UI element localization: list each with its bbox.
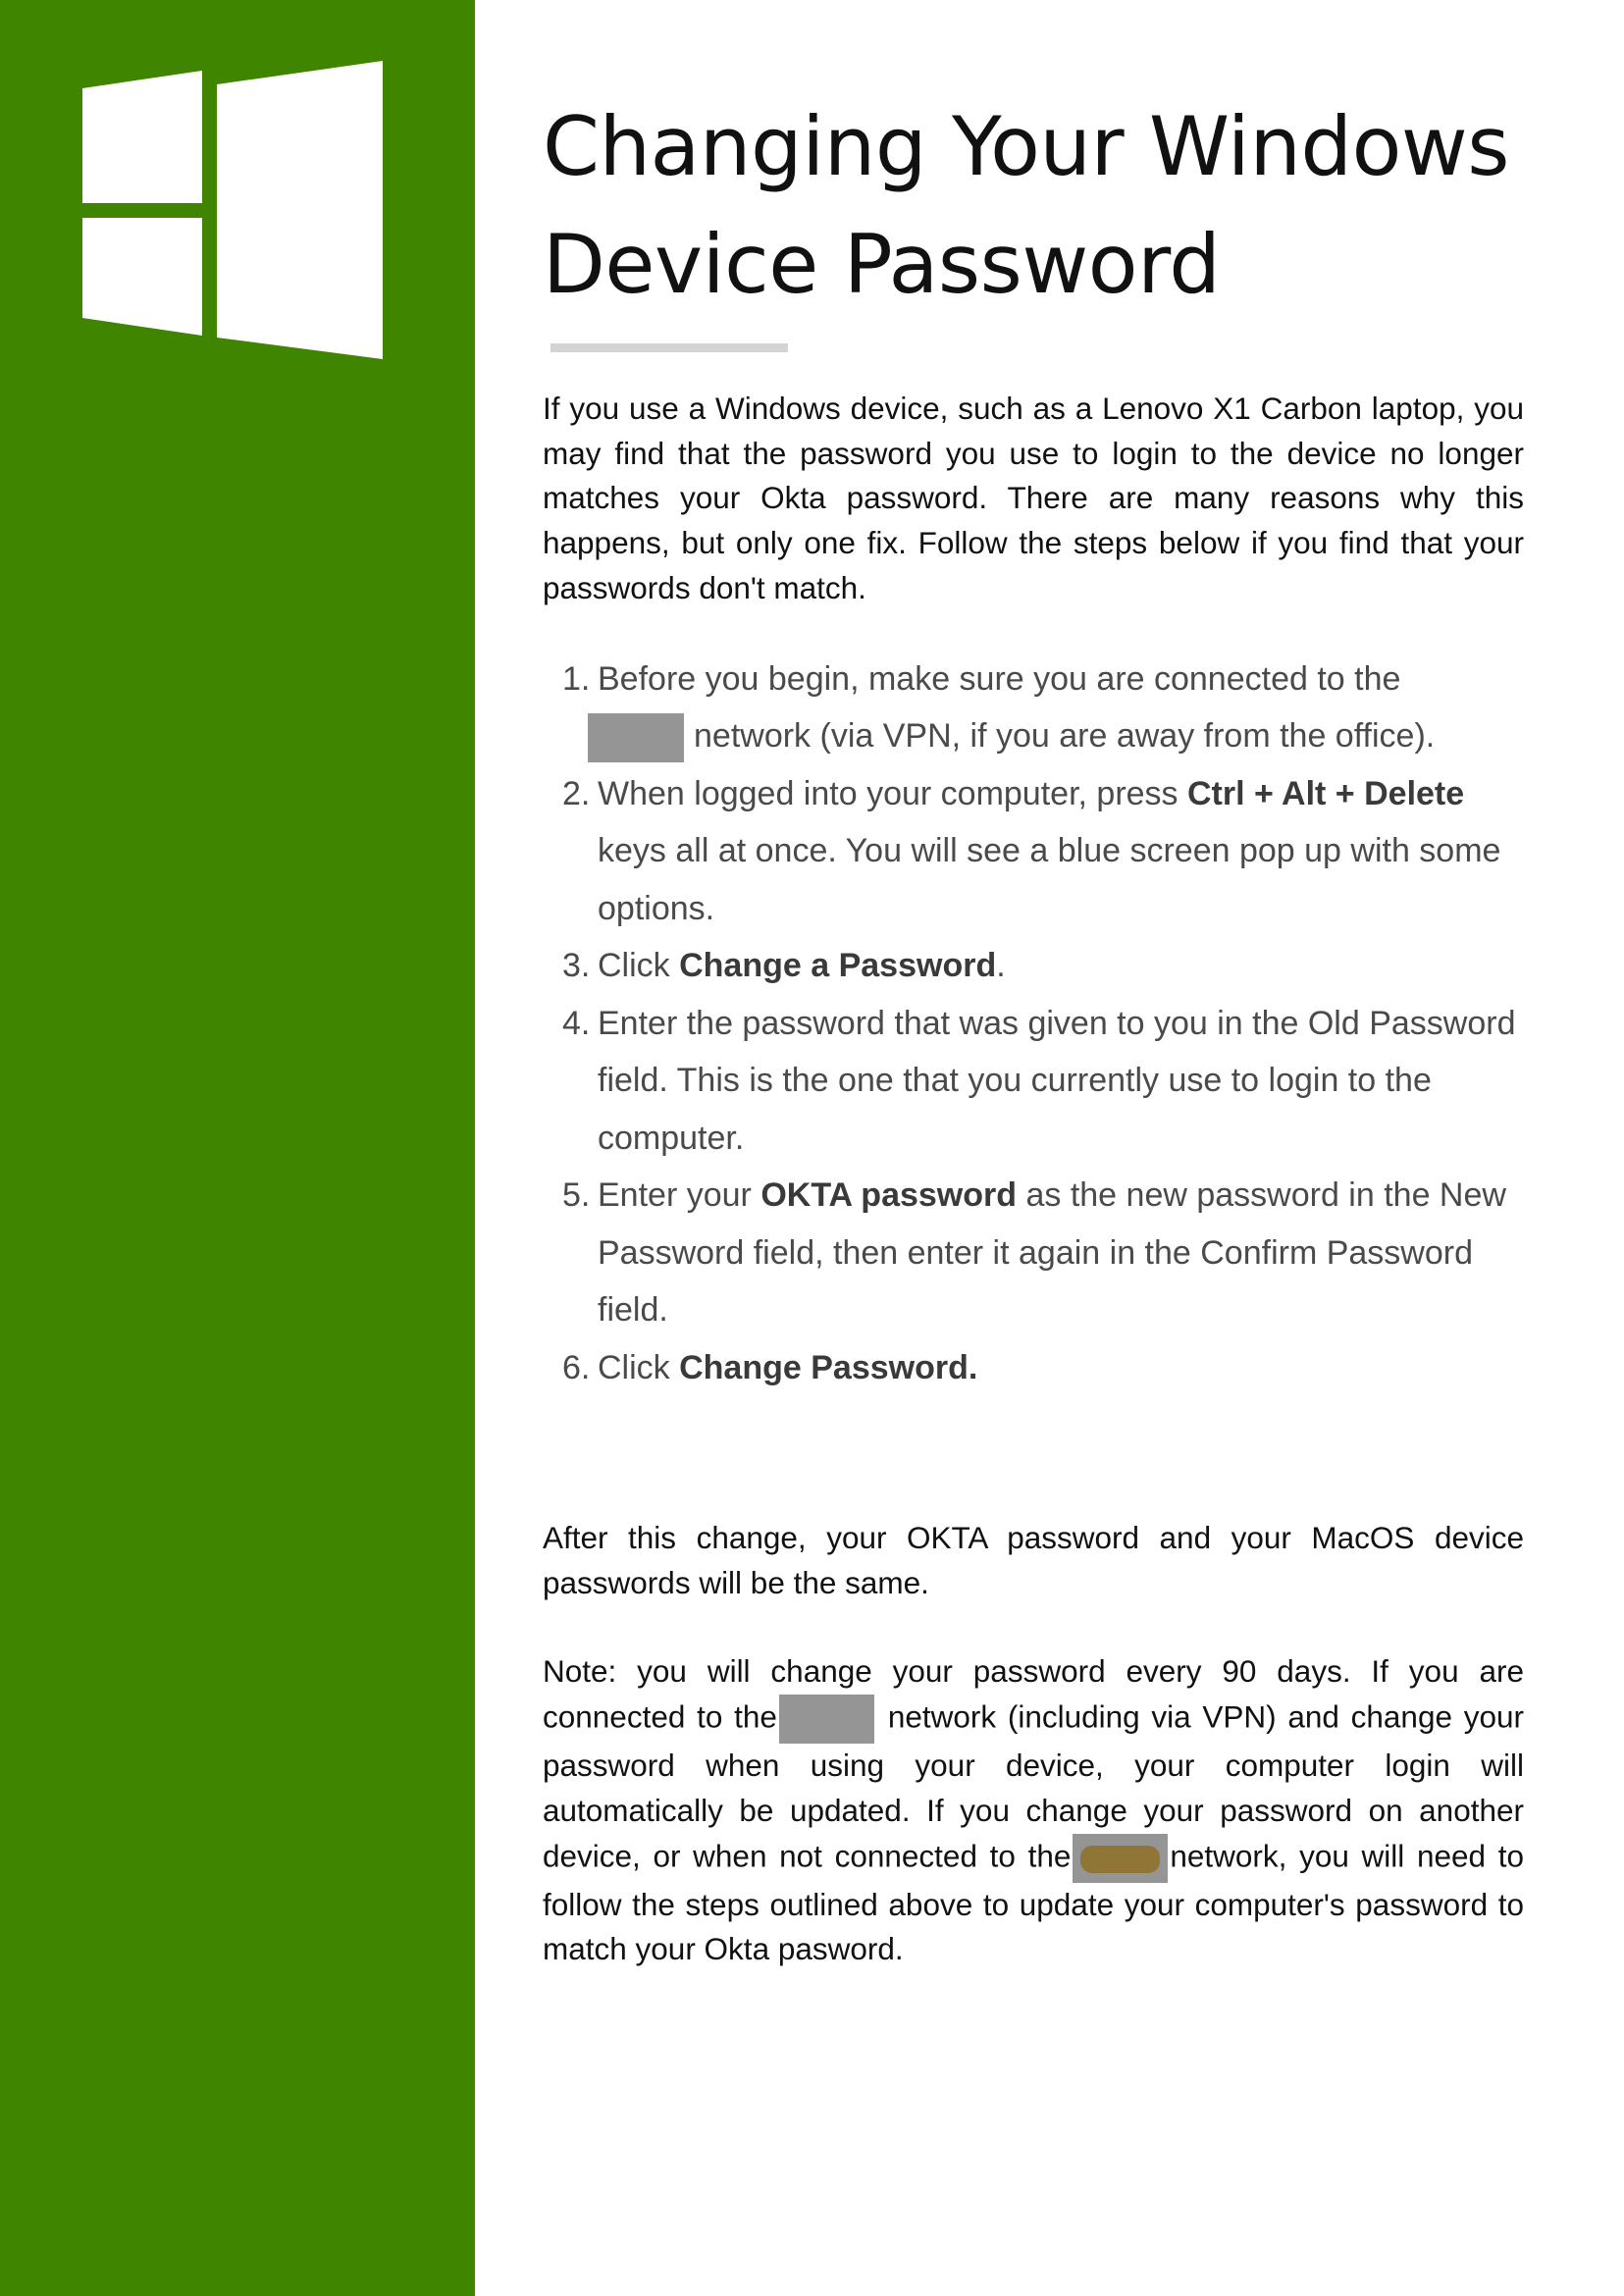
step-number: 2.	[562, 774, 591, 812]
green-sidebar	[0, 0, 475, 2296]
list-item	[543, 937, 1524, 995]
step-text: as the new password in the New Password field, then enter it again in the Confirm Password field.	[598, 1176, 1506, 1330]
step-text: .	[996, 947, 1006, 985]
title-underline	[550, 343, 788, 352]
windows-logo-icon	[82, 61, 383, 359]
note-text: Note: you will change your password every 90 days. If you are connected to the	[543, 1653, 1524, 1735]
step-bold-text: Change a Password	[679, 947, 997, 985]
step-text: Click	[598, 1348, 680, 1386]
step-number: 6.	[562, 1348, 591, 1386]
redacted-network-name	[588, 713, 684, 762]
step-text: Before you begin, make sure you are connected to the	[598, 659, 1401, 698]
after-change-paragraph: After this change, your OKTA password and your MacOS device passwords will be the same.	[543, 1520, 1524, 1600]
step-number: 3.	[562, 947, 591, 985]
step-bold-text: OKTA password	[760, 1176, 1018, 1215]
step-number: 5.	[562, 1176, 591, 1215]
step-text: Click	[598, 947, 680, 985]
note-text: network, you will need to follow the steps outlined above to update your computer's password to match your Okta pasword.	[543, 1837, 1524, 1967]
note-text: network (including via VPN) and change your password when using your device, your computer login will automatically be updated. If you change your password on another device, or when not connected to the	[543, 1698, 1524, 1873]
list-item	[543, 995, 1524, 1168]
page-title	[543, 88, 1524, 324]
step-text: Enter your	[598, 1176, 761, 1215]
list-item	[543, 765, 1524, 938]
document-content	[543, 88, 1524, 1972]
title-line-2: Device Password	[543, 217, 1221, 312]
redacted-network-name	[1073, 1834, 1168, 1883]
title-line-1: Changing Your Windows	[543, 99, 1510, 194]
step-text: Enter the password that was given to you in the Old Password field. This is the one that you currently use to login to the computer.	[598, 1004, 1516, 1157]
step-text: keys all at once. You will see a blue screen pop up with some options.	[598, 832, 1501, 927]
note-paragraph	[543, 1649, 1524, 1972]
redacted-network-name	[779, 1695, 874, 1744]
redaction-highlight	[1080, 1846, 1160, 1873]
step-number: 1.	[562, 659, 591, 698]
list-item	[543, 651, 1524, 765]
step-number: 4.	[562, 1004, 591, 1042]
list-item	[543, 1167, 1524, 1339]
step-text: network (via VPN, if you are away from the office).	[694, 717, 1436, 756]
step-bold-text: Ctrl + Alt + Delete	[1187, 774, 1465, 812]
step-bold-text: Change Password.	[679, 1348, 978, 1386]
step-text: When logged into your computer, press	[598, 774, 1187, 812]
steps-list	[543, 651, 1524, 1397]
list-item	[543, 1339, 1524, 1397]
intro-paragraph: If you use a Windows device, such as a Lenovo X1 Carbon laptop, you may find that the password you use to login to the device no longer matches your Okta password. There are many reasons why this happens, but only one fix. Follow the steps below if you find that your passwords don't match.	[543, 391, 1524, 605]
